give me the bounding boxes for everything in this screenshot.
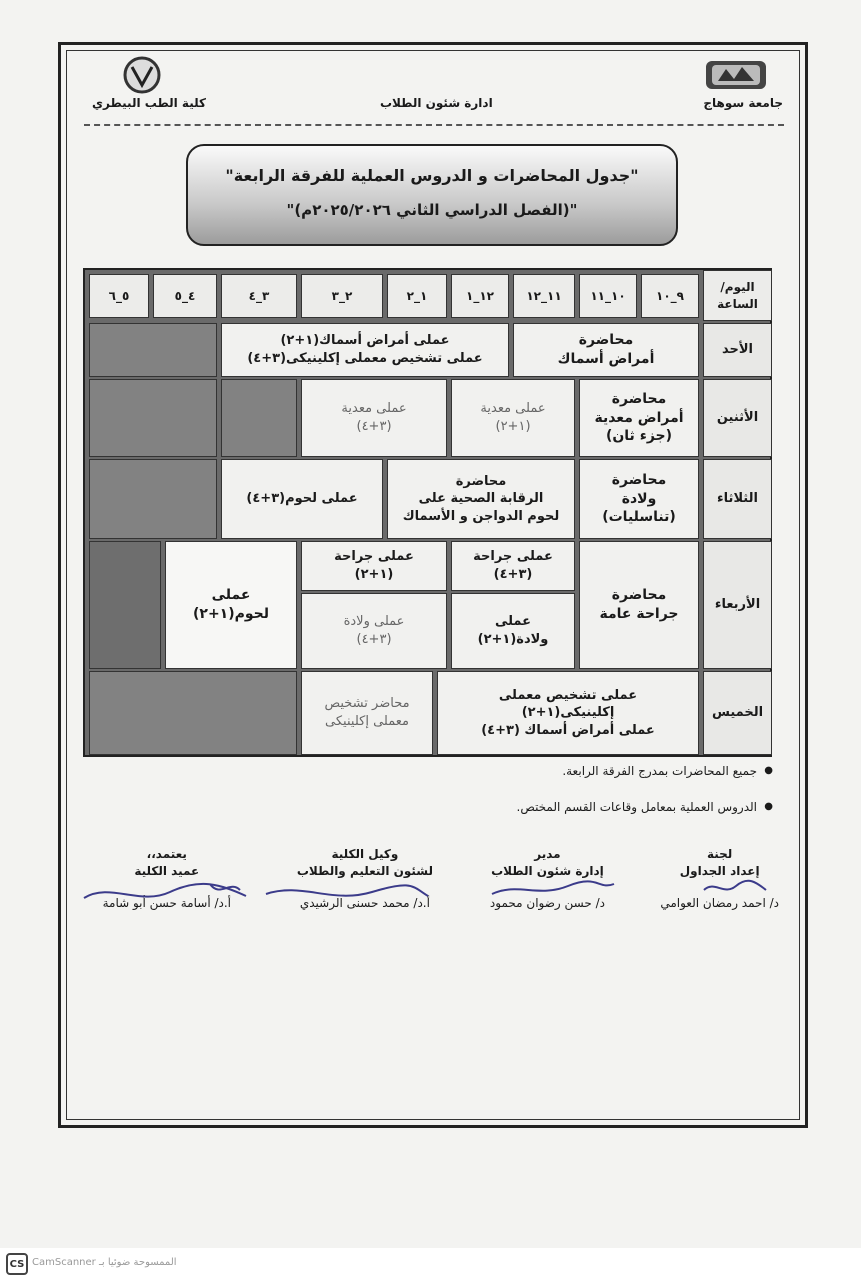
committee-signature-scribble xyxy=(700,876,770,900)
wednesday-practical-d xyxy=(301,593,447,669)
cell-line: محاضرة xyxy=(611,587,667,604)
corner-hour-label: الساعة xyxy=(717,296,758,311)
scanner-footer xyxy=(0,1248,861,1280)
empty-slot xyxy=(221,379,297,457)
sunday-lecture xyxy=(513,323,699,377)
thursday-practical xyxy=(437,671,699,755)
signature-title: إدارة شئون الطلاب xyxy=(491,864,604,879)
note-item: ● جميع المحاضرات بمدرج الفرقة الرابعة. xyxy=(517,764,773,778)
cell-line: عملى تشخيص معملى إكلينيكى(٣+٤) xyxy=(247,351,483,366)
cell-line: أمراض أسماك xyxy=(557,351,655,367)
sunday-practical xyxy=(221,323,509,377)
day-monday: الأثنين xyxy=(703,379,772,457)
empty-slot xyxy=(89,671,297,755)
thursday-lecture xyxy=(301,671,433,755)
hour-header: ٢_٣ xyxy=(301,274,383,318)
monday-practical-b xyxy=(301,379,447,457)
cell-line: الرقابة الصحية على xyxy=(418,491,544,507)
cell-line: عملى جراحة xyxy=(334,549,414,565)
semester-subtitle: "(الفصل الدراسي الثاني ٢٠٢٥/٢٠٢٦م)" xyxy=(286,201,578,219)
cell-line: محاضرة xyxy=(578,332,634,349)
cell-line: (تناسليات) xyxy=(602,509,676,526)
signature-title: يعتمد،، xyxy=(146,847,187,861)
cell-line: عملى أمراض أسماك(١+٢) xyxy=(280,333,450,349)
cell-line: جراحة عامة xyxy=(599,606,679,622)
cell-line: ولادة(١+٢) xyxy=(477,632,549,647)
faculty-logo xyxy=(118,55,166,95)
university-logo xyxy=(704,55,768,93)
signature-name: د/ احمد رمضان العوامي xyxy=(660,895,779,910)
cell-line: عملى xyxy=(211,587,251,604)
cell-line: عملى أمراض أسماك (٣+٤) xyxy=(481,722,655,738)
hour-header: ١١_١٢ xyxy=(513,274,575,318)
dean-signature-scribble xyxy=(80,878,250,908)
monday-lecture xyxy=(579,379,699,457)
signature-name: د/ حسن رضوان محمود xyxy=(489,895,605,910)
day-wednesday: الأربعاء xyxy=(703,541,772,669)
hour-header: ١٠_١١ xyxy=(579,274,637,318)
cell-line: (٣+٤) xyxy=(356,632,392,647)
corner-day-label: اليوم/ xyxy=(720,280,755,295)
empty-slot xyxy=(89,541,161,669)
schedule-title: "جدول المحاضرات و الدروس العملية للفرقة الرابعة" xyxy=(225,166,639,185)
day-sunday: الأحد xyxy=(703,323,772,377)
hour-header: ٣_٤ xyxy=(221,274,297,318)
cell-line: (٣+٤) xyxy=(356,419,392,434)
day-thursday: الخميس xyxy=(703,671,772,755)
cell-line: (١+٢) xyxy=(495,419,531,434)
cell-line: عملى لحوم(٣+٤) xyxy=(246,491,358,507)
wednesday-lecture xyxy=(579,541,699,669)
cell-line: عملى تشخيص معملى xyxy=(498,687,638,703)
header-divider xyxy=(84,124,784,126)
corner-header xyxy=(703,270,772,321)
empty-slot xyxy=(89,323,217,377)
cell-line: عملى معدية xyxy=(341,401,407,417)
cell-line: لحوم الدواجن و الأسماك xyxy=(402,508,560,524)
cell-line: إكلينيكى(١+٢) xyxy=(521,705,615,721)
wednesday-practical-a xyxy=(451,541,575,591)
signature-name: أ.د/ أسامة حسن أبو شامة xyxy=(102,895,231,910)
cell-line: ولادة xyxy=(621,490,657,507)
cell-line: عملى ولادة xyxy=(343,614,405,630)
tuesday-practical xyxy=(221,459,383,539)
tuesday-lecture-a xyxy=(579,459,699,539)
cell-line: (١+٢) xyxy=(354,567,394,582)
vice-dean-signature-scribble xyxy=(262,880,432,906)
timetable xyxy=(83,268,772,757)
cell-line: محاضرة xyxy=(611,390,667,407)
cell-line: محاضرة xyxy=(611,471,667,488)
wednesday-practical-c xyxy=(451,593,575,669)
wednesday-practical-e xyxy=(165,541,297,669)
empty-slot xyxy=(89,379,217,457)
signature-title: لجنة xyxy=(706,847,733,861)
cell-line: (جزء ثان) xyxy=(605,428,673,445)
signature-title: مدير xyxy=(534,847,561,861)
hour-header: ٥_٦ xyxy=(89,274,149,318)
department-name: ادارة شئون الطلاب xyxy=(380,96,493,110)
cell-line: محاضر تشخيص xyxy=(324,696,410,712)
cell-line: معملى إكلينيكى xyxy=(325,714,409,729)
monday-practical-a xyxy=(451,379,575,457)
signature-name: أ.د/ محمد حسنى الرشيدي xyxy=(299,895,430,910)
tuesday-lecture-b xyxy=(387,459,575,539)
camscanner-icon: CS xyxy=(6,1253,28,1275)
title-box xyxy=(186,144,678,246)
empty-slot xyxy=(89,459,217,539)
signature-title: لشئون التعليم والطلاب xyxy=(296,864,433,879)
hour-header: ٩_١٠ xyxy=(641,274,699,318)
signature-title: إعداد الجداول xyxy=(679,864,760,879)
hour-header: ٤_٥ xyxy=(153,274,217,318)
cell-line: عملى معدية xyxy=(480,401,546,417)
cell-line: أمراض معدية xyxy=(594,409,684,426)
day-tuesday: الثلاثاء xyxy=(703,459,772,539)
wednesday-practical-b xyxy=(301,541,447,591)
faculty-name: كلية الطب البيطري xyxy=(92,96,206,110)
hour-header: ١_٢ xyxy=(387,274,447,318)
scanner-watermark-text: الممسوحة ضوئيا بـ CamScanner xyxy=(32,1257,177,1268)
cell-line: (٣+٤) xyxy=(493,567,533,582)
cell-line: لحوم(١+٢) xyxy=(192,606,270,622)
hour-header: ١٢_١ xyxy=(451,274,509,318)
note-item: ● الدروس العملية بمعامل وقاعات القسم المختص. xyxy=(517,800,773,814)
manager-signature-scribble xyxy=(488,876,618,902)
notes-list xyxy=(517,764,773,836)
university-name: جامعة سوهاج xyxy=(703,96,783,110)
cell-line: عملى جراحة xyxy=(473,549,553,565)
cell-line: محاضرة xyxy=(455,473,507,489)
signature-title: عميد الكلية xyxy=(134,864,200,879)
cell-line: عملى xyxy=(494,614,532,630)
signature-title: وكيل الكلية xyxy=(331,847,399,861)
